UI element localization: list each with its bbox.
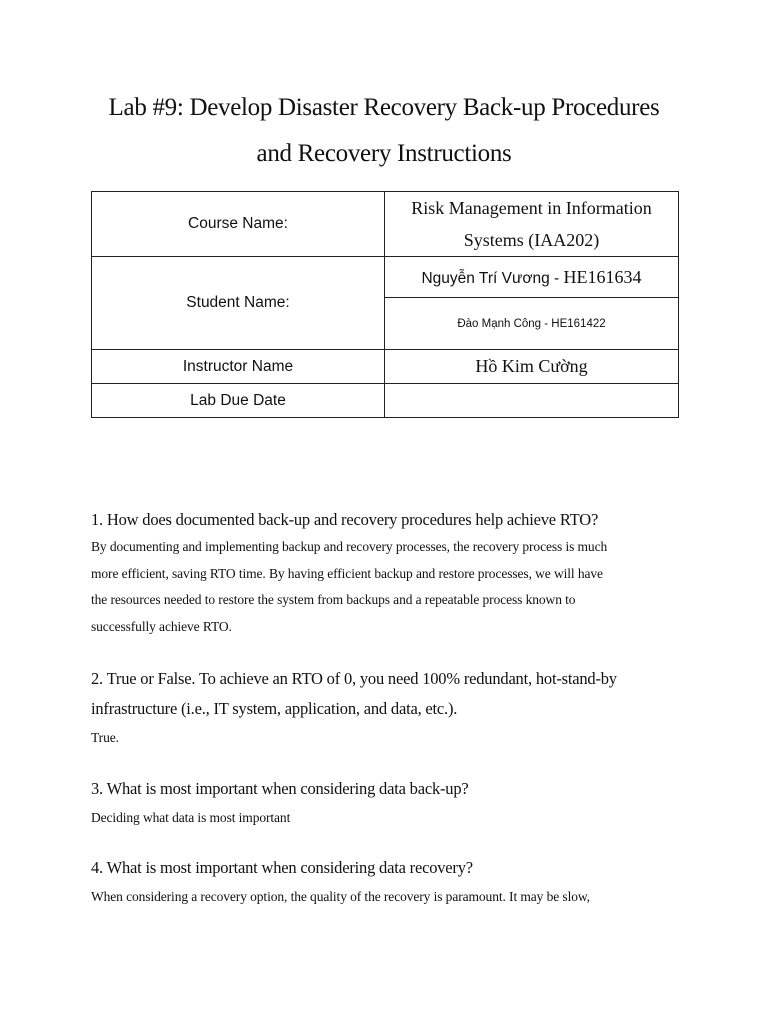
document-title-line-1: Lab #9: Develop Disaster Recovery Back-up Procedures bbox=[108, 94, 660, 121]
course-name-label: Course Name: bbox=[92, 192, 385, 257]
student-2-cell: Đào Mạnh Công - HE161422 bbox=[385, 298, 679, 350]
course-name-value-line-2: Systems (IAA202) bbox=[463, 230, 600, 250]
lab-due-date-label: Lab Due Date bbox=[92, 384, 385, 418]
lab-info-table bbox=[91, 191, 679, 418]
answer-2: True. bbox=[91, 730, 119, 745]
student-1-cell bbox=[385, 257, 679, 298]
answer-1-line-1: By documenting and implementing backup and recovery processes, the recovery process is much bbox=[91, 539, 608, 554]
question-3: 3. What is most important when considering data back-up? bbox=[91, 779, 469, 798]
due-date-row bbox=[92, 384, 679, 418]
answer-1-line-3: the resources needed to restore the system from backups and a repeatable process known to bbox=[91, 592, 576, 607]
question-2-line-2: infrastructure (i.e., IT system, application, and data, etc.). bbox=[91, 699, 458, 718]
instructor-row bbox=[92, 350, 679, 384]
answer-3: Deciding what data is most important bbox=[91, 810, 291, 825]
question-1: 1. How does documented back-up and recovery procedures help achieve RTO? bbox=[91, 510, 599, 529]
document-title-line-2: and Recovery Instructions bbox=[256, 140, 512, 167]
instructor-name-label: Instructor Name bbox=[92, 350, 385, 384]
course-name-value-line-1: Risk Management in Information bbox=[411, 198, 652, 218]
question-4: 4. What is most important when considering data recovery? bbox=[91, 858, 473, 877]
instructor-name-value: Hồ Kim Cường bbox=[385, 350, 679, 384]
course-name-value bbox=[385, 192, 679, 257]
lab-due-date-value bbox=[385, 384, 679, 418]
student-1-id: HE161634 bbox=[563, 266, 642, 287]
student-row-1 bbox=[92, 257, 679, 298]
answer-4: When considering a recovery option, the quality of the recovery is paramount. It may be slow, bbox=[91, 889, 590, 904]
question-2-line-1: 2. True or False. To achieve an RTO of 0, you need 100% redundant, hot-stand-by bbox=[91, 669, 617, 688]
student-name-label: Student Name: bbox=[92, 257, 385, 350]
course-row bbox=[92, 192, 679, 257]
answer-1-line-2: more efficient, saving RTO time. By having efficient backup and restore processes, we will have bbox=[91, 566, 603, 581]
student-1-name: Nguyễn Trí Vương - bbox=[421, 269, 564, 287]
answer-1-line-4: successfully achieve RTO. bbox=[91, 619, 232, 634]
